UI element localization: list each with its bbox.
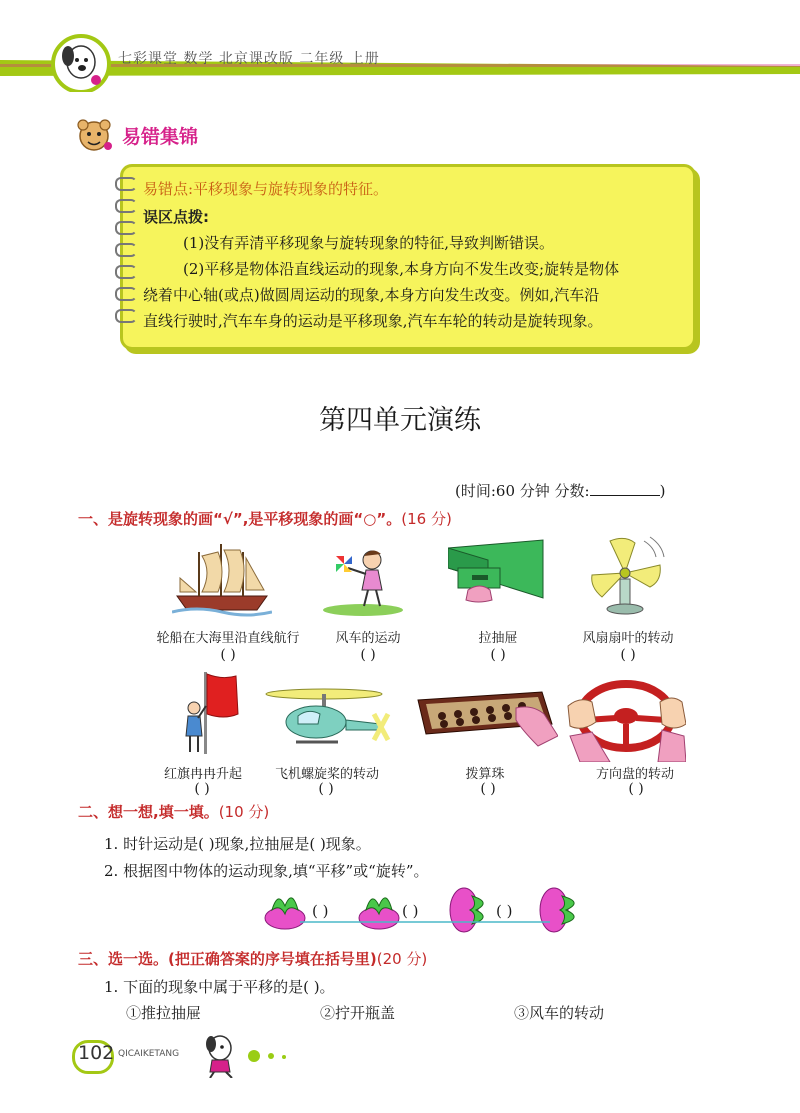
answer-abacus[interactable]: ( ) xyxy=(480,781,496,797)
footer-dot-large xyxy=(248,1050,260,1062)
caption-steering: 方向盘的转动 xyxy=(595,767,674,782)
section1-points: (16 分) xyxy=(401,510,452,528)
drawer-icon xyxy=(448,538,548,620)
footer-brand: QICAIKETANG xyxy=(118,1049,180,1059)
answer-drawer[interactable]: ( ) xyxy=(490,647,506,663)
option-1[interactable]: ①推拉抽屉 xyxy=(126,1004,202,1022)
caption-abacus: 拨算珠 xyxy=(465,767,505,782)
section3-heading xyxy=(78,948,427,969)
answer-pinwheel[interactable]: ( ) xyxy=(360,647,376,663)
sequence-arrows xyxy=(300,918,550,926)
helicopter-icon xyxy=(262,680,392,760)
note-line-3: 绕着中心轴(或点)做圆周运动的现象,本身方向发生改变。例如,汽车沿 xyxy=(143,286,600,304)
answer-steering[interactable]: ( ) xyxy=(628,781,644,797)
section2-points: (10 分) xyxy=(218,803,270,821)
flowerpot-3-icon xyxy=(444,886,494,934)
note-line-1: (1)没有弄清平移现象与旋转现象的特征,导致判断错误。 xyxy=(183,234,555,252)
page-number: 102 xyxy=(78,1042,115,1064)
error-point-text: 易错点:平移现象与旋转现象的特征。 xyxy=(143,180,389,198)
answer-ship[interactable]: ( ) xyxy=(220,647,236,663)
caption-ship: 轮船在大海里沿直线航行 xyxy=(156,631,300,646)
section3-q1: 1. 下面的现象中属于平移的是( )。 xyxy=(104,978,335,996)
section2-heading xyxy=(78,801,269,822)
time-score xyxy=(455,480,665,501)
flowerpot-4-icon xyxy=(534,886,586,934)
abacus-icon xyxy=(412,686,558,750)
blank-3[interactable]: ( ) xyxy=(496,902,513,920)
girl-pinwheel-icon xyxy=(318,538,408,618)
footer-dog-mascot-icon xyxy=(196,1034,246,1078)
time-score-end: ) xyxy=(659,482,666,500)
caption-drawer: 拉抽屉 xyxy=(478,631,518,646)
answer-fan[interactable]: ( ) xyxy=(620,647,636,663)
fan-icon xyxy=(580,535,670,620)
flag-raising-icon xyxy=(180,668,250,756)
caption-pinwheel: 风车的运动 xyxy=(335,631,401,646)
note-line-4: 直线行驶时,汽车车身的运动是平移现象,汽车车轮的转动是旋转现象。 xyxy=(143,312,603,330)
section1-heading xyxy=(78,508,452,529)
option-3[interactable]: ③风车的转动 xyxy=(514,1004,605,1022)
section2-heading-text: 二、想一想,填一填。 xyxy=(78,803,219,821)
score-blank[interactable] xyxy=(590,481,660,496)
sailboat-icon xyxy=(172,538,272,618)
section-title-errors: 易错集锦 xyxy=(122,126,199,148)
section3-points: (20 分) xyxy=(376,950,428,968)
blank-1[interactable]: ( ) xyxy=(312,902,329,920)
option-2[interactable]: ②拧开瓶盖 xyxy=(320,1004,396,1022)
section1-heading-text: 一、是旋转现象的画“√”,是平移现象的画“○”。 xyxy=(78,510,402,528)
footer-dot-medium xyxy=(268,1053,274,1059)
bear-mascot-icon xyxy=(74,118,114,154)
guide-label: 误区点拨: xyxy=(143,208,209,226)
footer-dot-small xyxy=(282,1055,286,1059)
unit-title: 第四单元演练 xyxy=(319,405,481,436)
section3-heading-text: 三、选一选。(把正确答案的序号填在括号里) xyxy=(78,950,377,968)
header-title: 七彩课堂 数学 北京课改版 二年级 上册 xyxy=(118,51,380,67)
caption-flag: 红旗冉冉升起 xyxy=(163,767,242,782)
steering-wheel-icon xyxy=(566,676,686,762)
time-score-label: (时间:60 分钟 分数: xyxy=(455,482,590,500)
answer-flag[interactable]: ( ) xyxy=(194,781,210,797)
caption-propeller: 飞机螺旋桨的转动 xyxy=(274,767,379,782)
caption-fan: 风扇扇叶的转动 xyxy=(582,631,674,646)
blank-2[interactable]: ( ) xyxy=(402,902,419,920)
section2-q1: 1. 时针运动是( )现象,拉抽屉是( )现象。 xyxy=(104,835,371,853)
section2-q2: 2. 根据图中物体的运动现象,填“平移”或“旋转”。 xyxy=(104,862,429,880)
note-line-2: (2)平移是物体沿直线运动的现象,本身方向不发生改变;旋转是物体 xyxy=(183,260,620,278)
dog-mascot-icon xyxy=(46,32,116,92)
answer-propeller[interactable]: ( ) xyxy=(318,781,334,797)
